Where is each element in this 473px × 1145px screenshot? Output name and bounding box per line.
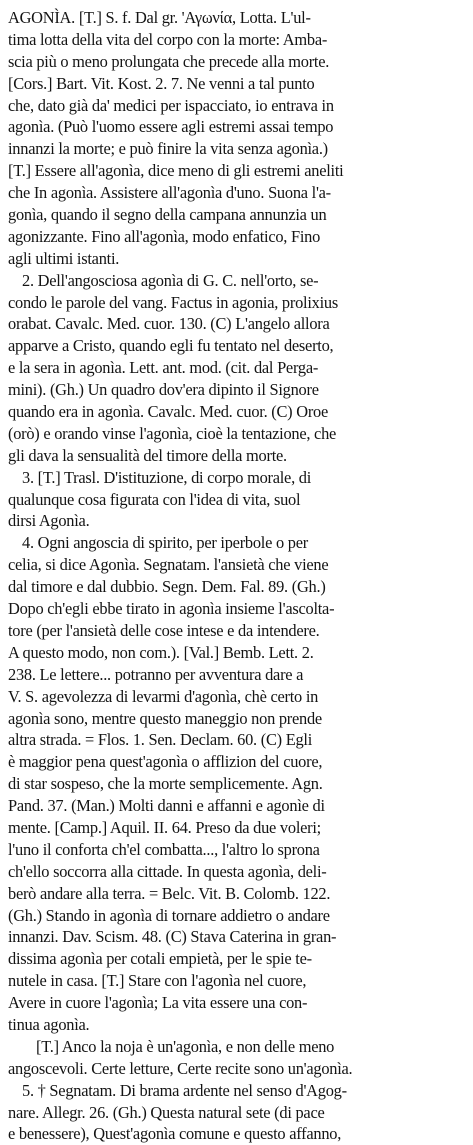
entry-text-line: tinua agonìa. <box>8 1014 90 1034</box>
entry-text-line: di star sospeso, che la morte semplicemente. Agn. <box>8 774 323 794</box>
entry-text-line: 238. Le lettere... potranno per avventura dare a <box>8 664 304 684</box>
entry-text-line: berò andare alla terra. = Belc. Vit. B. Colomb. 122. <box>8 883 331 903</box>
entry-text-line: [Cors.] Bart. Vit. Kost. 2. 7. Ne venni a tal punto <box>8 73 315 93</box>
entry-text-line: che In agonìa. Assistere all'agonìa d'uno. Suona l'a- <box>8 183 331 203</box>
entry-text-line: è maggior pena quest'agonìa o afflizion del cuore, <box>8 752 323 772</box>
entry-text-line: ch'ello soccorra alla cittade. In questa agonìa, deli- <box>8 861 327 881</box>
entry-text-line: agonìa. (Può l'uomo essere agli estremi assai tempo <box>8 117 334 137</box>
entry-text-line: agonìa sono, mentre questo maneggio non prende <box>8 708 322 728</box>
entry-text-line: nare. Allegr. 26. (Gh.) Questa natural sete (di pace <box>8 1102 325 1122</box>
entry-text-line: orabat. Cavalc. Med. cuor. 130. (C) L'angelo allora <box>8 314 330 334</box>
entry-text-line: mente. [Camp.] Aquil. II. 64. Preso da due voleri; <box>8 817 321 837</box>
entry-text-line: l'uno il conforta ch'el combatta..., l'altro lo sprona <box>8 839 320 859</box>
entry-text-line: 5. † Segnatam. Di brama ardente nel senso d'Agog- <box>22 1080 347 1100</box>
entry-text-line: altra strada. = Flos. 1. Sen. Declam. 60. (C) Egli <box>8 730 313 750</box>
entry-text-line: Avere in cuore l'agonìa; La vita essere una con- <box>8 993 308 1013</box>
entry-text-line: gli dava la sensualità del timore della morte. <box>8 445 287 465</box>
entry-text-line: e benessere), Quest'agonìa comune e questo affanno, <box>8 1124 342 1144</box>
entry-text-line: V. S. agevolezza di levarmi d'agonìa, chè certo in <box>8 686 319 706</box>
entry-text-line: qualunque cosa figurata con l'idea di vita, suol <box>8 489 301 509</box>
entry-text-line: gonìa, quando il segno della campana annunzia un <box>8 205 327 225</box>
entry-text-line: agli ultimi istanti. <box>8 248 120 268</box>
entry-text-line: [T.] Anco la noja è un'agonìa, e non delle meno <box>36 1036 335 1056</box>
entry-text-line: A questo modo, non com.). [Val.] Bemb. Lett. 2. <box>8 642 314 662</box>
entry-text-line: angoscevoli. Certe letture, Certe recite sono un'agonìa. <box>8 1058 353 1078</box>
entry-text-line: celia, si dice Agonìa. Segnatam. l'ansietà che viene <box>8 555 329 575</box>
entry-text-line: Pand. 37. (Man.) Molti danni e affanni e agonìe di <box>8 796 325 816</box>
entry-text-line: [T.] Essere all'agonìa, dice meno di gli estremi aneliti <box>8 161 344 181</box>
entry-text-line: tore (per l'ansietà delle cose intese e da intendere. <box>8 620 320 640</box>
entry-text-line: e la sera in agonìa. Lett. ant. mod. (cit. dal Perga- <box>8 358 319 378</box>
entry-text-line: nutele in casa. [T.] Stare con l'agonìa nel cuore, <box>8 971 307 991</box>
entry-text-line: tima lotta della vita del corpo con la morte: Amba- <box>8 29 328 49</box>
entry-text-line: dal timore e dal dubbio. Segn. Dem. Fal. 89. (Gh.) <box>8 577 326 597</box>
entry-text-line: dirsi Agonìa. <box>8 511 90 531</box>
entry-text-line: 3. [T.] Trasl. D'istituzione, di corpo morale, di <box>22 467 312 487</box>
entry-text-line: condo le parole del vang. Factus in agonia, prolixius <box>8 292 338 312</box>
entry-text-line: agonizzante. Fino all'agonìa, modo enfatico, Fino <box>8 226 321 246</box>
entry-text-line: scia più o meno prolungata che precede alla morte. <box>8 51 330 71</box>
entry-text-line: che, dato già da' medici per ispacciato, io entrava in <box>8 95 334 115</box>
entry-text-line: quando era in agonìa. Cavalc. Med. cuor. (C) Oroe <box>8 402 329 422</box>
entry-text-line: AGONÌA. [T.] S. f. Dal gr. 'Αγωνία, Lotta. L'ul- <box>8 8 311 27</box>
entry-text-line: (orò) e orando vinse l'agonìa, cioè la tentazione, che <box>8 423 337 443</box>
entry-text-line: 2. Dell'angosciosa agonìa di G. C. nell'orto, se- <box>22 270 319 290</box>
entry-text-line: dissima agonìa per cotali empietà, per le spie te- <box>8 949 312 969</box>
entry-text-line: innanzi. Dav. Scism. 48. (C) Stava Caterina in gran- <box>8 927 337 947</box>
entry-text-line: mini). (Gh.) Un quadro dov'era dipinto il Signore <box>8 380 319 400</box>
entry-text-line: apparve a Cristo, quando egli fu tentato nel deserto, <box>8 336 334 356</box>
entry-text-line: Dopo ch'egli ebbe tirato in agonìa insieme l'ascolta- <box>8 599 335 619</box>
entry-text-line: innanzi la morte; e può finire la vita senza agonìa.) <box>8 139 328 159</box>
entry-text-line: 4. Ogni angoscia di spirito, per iperbole o per <box>22 533 308 553</box>
entry-text-line: (Gh.) Stando in agonìa di tornare addietro o andare <box>8 905 330 925</box>
